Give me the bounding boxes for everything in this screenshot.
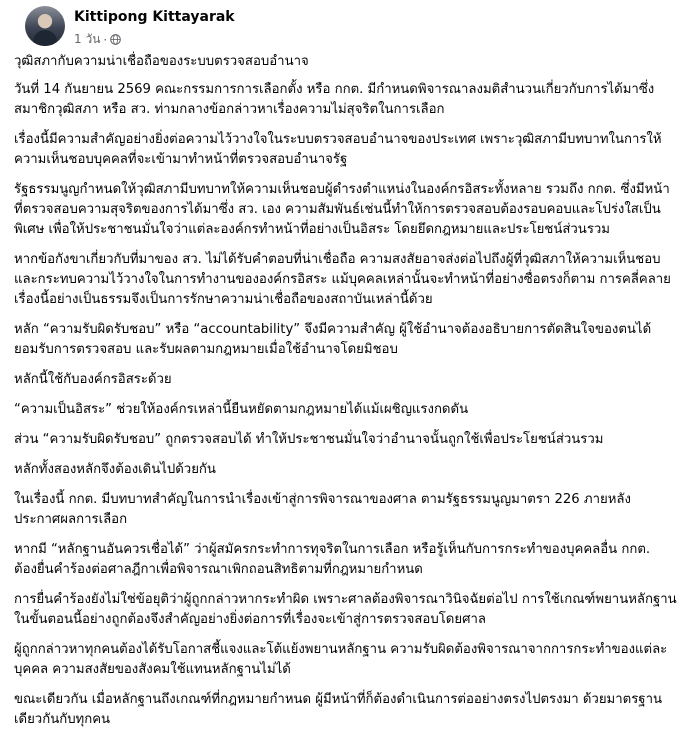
post-paragraph: ขณะเดียวกัน เมื่อหลักฐานถึงเกณฑ์ที่กฎหมายกำหนด ผู้มีหน้าที่ก็ต้องดำเนินการต่ออย่างตรงไปตรงมา ด้วยมาตรฐานเดียวกันกับทุกคน xyxy=(14,692,662,727)
post-paragraph: “ความเป็นอิสระ” ช่วยให้องค์กรเหล่านี้ยืนหยัดตามกฎหมายได้แม้เผชิญแรงกดดัน xyxy=(14,402,469,417)
post-paragraph: หลัก “ความรับผิดรับชอบ” หรือ “accountability” จึงมีความสำคัญ ผู้ใช้อำนาจต้องอธิบายการตัดสินใจของตนได้ ยอมรับการตรวจสอบ และรับผลตามกฎหมายเมื่อใช้อำนาจโดยมิชอบ xyxy=(14,322,652,357)
post-header xyxy=(14,0,677,52)
post-paragraph: ผู้ถูกกล่าวหาทุกคนต้องได้รับโอกาสชี้แจงและโต้แย้งพยานหลักฐาน ความรับผิดต้องพิจารณาจากการกระทำของแต่ละบุคคล ความสงสัยของสังคมใช้แทนหลักฐานไม่ได้ xyxy=(14,642,668,677)
post-time[interactable]: 1 วัน xyxy=(74,32,101,46)
post-paragraph: รัฐธรรมนูญกำหนดให้วุฒิสภามีบทบาทให้ความเห็นชอบผู้ดำรงตำแหน่งในองค์กรอิสระทั้งหลาย รวมถึง กกต. ซึ่งมีหน้าที่ตรวจสอบความสุจริตของการได้มาซึ่ง สว. เอง ความสัมพันธ์เช่นนี้ทำให้การตรวจสอบต้องรอบคอบและโปร่งใสเป็นพิเศษ เพื่อให้ประชาชนมั่นใจว่าแต่ละองค์กรทำหน้าที่อย่างเป็นอิสระ โดยยึดกฎหมายและประโยชน์ส่วนรวม xyxy=(14,182,670,237)
avatar[interactable] xyxy=(25,6,65,46)
post-title: วุฒิสภากับความน่าเชื่อถือของระบบตรวจสอบอำนาจ xyxy=(14,54,309,69)
post-paragraph: หากมี “หลักฐานอันควรเชื่อได้” ว่าผู้สมัครกระทำการทุจริตในการเลือก หรือรู้เห็นกับการกระทำของบุคคลอื่น กกต. ต้องยื่นคำร้องต่อศาลฎีกาเพื่อพิจารณาเพิกถอนสิทธิตามที่กฎหมายกำหนด xyxy=(14,542,651,577)
post-paragraph: เรื่องนี้มีความสำคัญอย่างยิ่งต่อความไว้วางใจในระบบตรวจสอบอำนาจของประเทศ เพราะวุฒิสภามีบทบาทในการให้ความเห็นชอบบุคคลที่จะเข้ามาทำหน้าที่ตรวจสอบอำนาจรัฐ xyxy=(14,132,662,167)
globe-icon[interactable] xyxy=(110,34,121,45)
meta-separator: · xyxy=(103,32,108,47)
post-paragraph: วันที่ 14 กันยายน 2569 คณะกรรมการการเลือกตั้ง หรือ กกต. มีกำหนดพิจารณาลงมติสำนวนเกี่ยวกับการได้มาซึ่งสมาชิกวุฒิสภา หรือ สว. ท่ามกลางข้อกล่าวหาเรื่องความไม่สุจริตในการเลือก xyxy=(14,82,655,117)
post-body xyxy=(14,52,677,730)
author-name[interactable]: Kittipong Kittayarak xyxy=(74,9,235,25)
post-paragraph: การยื่นคำร้องยังไม่ใช่ข้อยุติว่าผู้ถูกกล่าวหากระทำผิด เพราะศาลต้องพิจารณาวินิจฉัยต่อไป การใช้เกณฑ์พยานหลักฐานในขั้นตอนนี้อย่างถูกต้องจึงสำคัญอย่างยิ่งต่อการที่เรื่องจะเข้าสู่การตรวจสอบโดยศาล xyxy=(14,592,677,627)
post-paragraph: ในเรื่องนี้ กกต. มีบทบาทสำคัญในการนำเรื่องเข้าสู่การพิจารณาของศาล ตามรัฐธรรมนูญมาตรา 226 ภายหลังประกาศผลการเลือก xyxy=(14,492,631,527)
post-paragraph: หลักทั้งสองหลักจึงต้องเดินไปด้วยกัน xyxy=(14,462,216,477)
post-paragraph: หลักนี้ใช้กับองค์กรอิสระด้วย xyxy=(14,372,172,387)
post-paragraph: หากข้อกังขาเกี่ยวกับที่มาของ สว. ไม่ได้รับคำตอบที่น่าเชื่อถือ ความสงสัยอาจส่งต่อไปถึงผู้ที่วุฒิสภาให้ความเห็นชอบ และกระทบความไว้วางใจในการทำงานขององค์กรอิสระ แม้บุคคลเหล่านั้นจะทำหน้าที่อย่างซื่อตรงก็ตาม การคลี่คลายเรื่องนี้อย่างเป็นธรรมจึงเป็นการรักษาความน่าเชื่อถือของสถาบันเหล่านี้ด้วย xyxy=(14,252,671,307)
post-meta xyxy=(74,30,121,49)
post-paragraph: ส่วน “ความรับผิดรับชอบ” ถูกตรวจสอบได้ ทำให้ประชาชนมั่นใจว่าอำนาจนั้นถูกใช้เพื่อประโยชน์ส่วนรวม xyxy=(14,432,604,447)
